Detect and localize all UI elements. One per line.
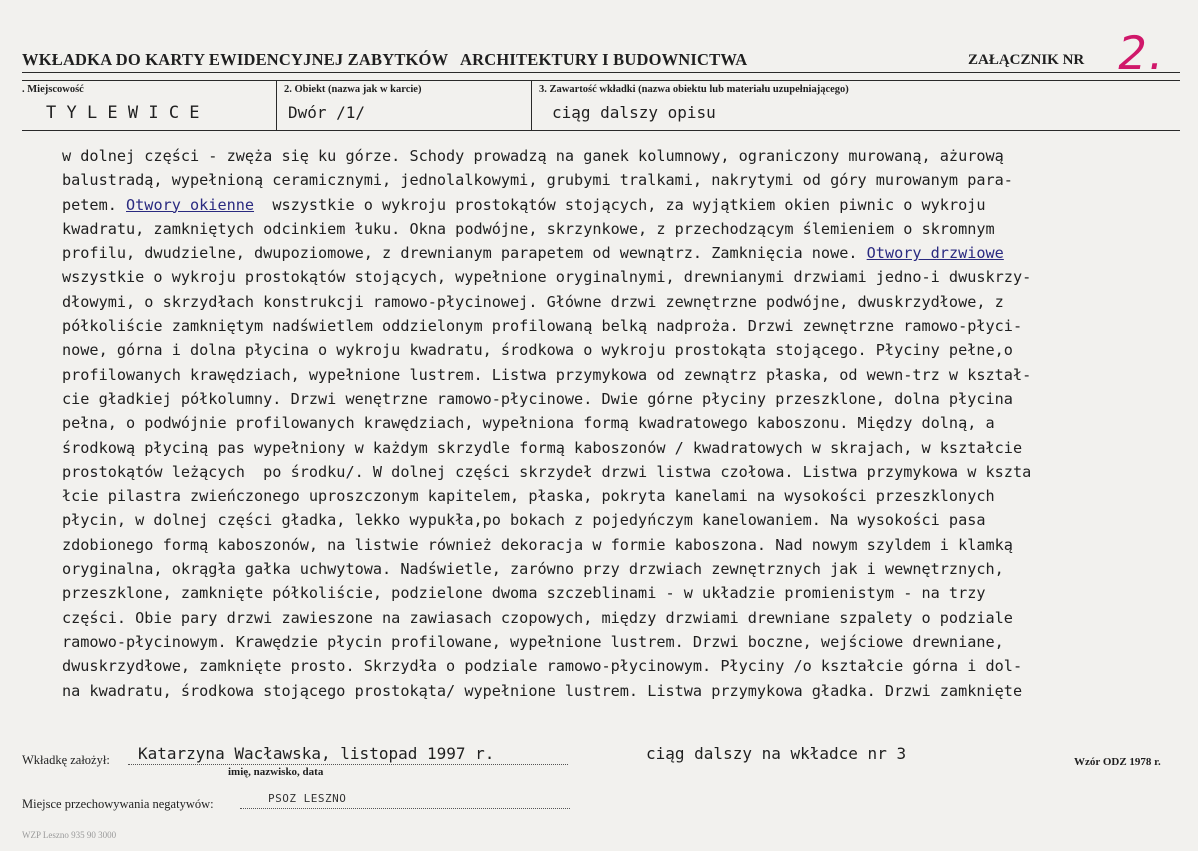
body-line: prostokątów leżących po środku/. W dolnej części skrzydeł drzwi listwa czołowa. Listwa przymykowa w kszta bbox=[62, 462, 1032, 481]
header-rule bbox=[22, 72, 1180, 73]
form-title: WKŁADKA DO KARTY EWIDENCYJNEJ ZABYTKÓW ARCHITEKTURY I BUDOWNICTWA bbox=[22, 50, 748, 69]
name-caption: imię, nazwisko, data bbox=[228, 766, 324, 778]
negatives-stamp: PSOZ LESZNO bbox=[268, 792, 347, 805]
object-label: 2. Obiekt (nazwa jak w karcie) bbox=[284, 84, 422, 95]
body-line: ramowo-płycinowym. Krawędzie płycin profilowane, wypełnione lustrem. Drzwi boczne, wejściowe drewniane, bbox=[62, 632, 1004, 651]
fields-bottom-rule bbox=[22, 130, 1180, 131]
body-line: dwuskrzydłowe, zamknięte prosto. Skrzydła o podziale ramowo-płycinowym. Płyciny /o kształcie górna i dol- bbox=[62, 657, 1023, 676]
description-body bbox=[62, 144, 1182, 703]
signature-line bbox=[128, 764, 568, 765]
body-line: zdobionego formą kaboszonów, na listwie również dekoracja w formie kaboszona. Nad nowym szyldem i klamką bbox=[62, 535, 1013, 554]
body-line: cie gładkiej półkolumny. Drzwi wenętrzne ramowo-płycinowe. Dwie górne płyciny przeszklone, dolna płycina bbox=[62, 389, 1013, 408]
body-line: łcie pilastra zwieńczonego uproszczonym kapitelem, płaska, pokryta kanelami na wysokości przeszklonych bbox=[62, 487, 995, 506]
body-line: petem. Otwory okienne wszystkie o wykroju prostokątów stojących, za wyjątkiem okien piwnic o wykroju bbox=[62, 195, 986, 214]
body-line: oryginalna, okrągła gałka uchwytowa. Nadświetle, zarówno przy drzwiach zewnętrznych jak i wewnętrznych, bbox=[62, 560, 1004, 579]
body-line: na kwadratu, środkowa stojącego prostokąta/ wypełnione lustrem. Listwa przymykowa gładka. Drzwi zamknięte bbox=[62, 681, 1023, 700]
body-line: wszystkie o wykroju prostokątów stojących, wypełnione oryginalnymi, drewnianymi drzwiami jedno-i dwuskrzy- bbox=[62, 268, 1032, 287]
form-model: Wzór ODZ 1978 r. bbox=[1074, 756, 1161, 768]
locality-label: . Miejscowość bbox=[22, 84, 84, 95]
body-line: dłowymi, o skrzydłach konstrukcji ramowo-płycinowej. Główne drzwi zewnętrzne podwójne, dwuskrzydłowe, z bbox=[62, 292, 1004, 311]
object-value: Dwór /1/ bbox=[288, 103, 366, 122]
annex-number: 2. bbox=[1113, 26, 1171, 80]
annex-label: ZAŁĄCZNIK NR bbox=[968, 52, 1085, 68]
body-line: przeszklone, zamknięte półkoliście, podzielone dwoma szczeblinami - w układzie promienistym - na trzy bbox=[62, 584, 986, 603]
body-line: pełna, o podwójnie profilowanych krawędziach, wypełniona formą kwadratowego kaboszonu. Między dolną, a bbox=[62, 414, 995, 433]
body-line: części. Obie pary drzwi zawieszone na zawiasach czopowych, między drzwiami drewniane szpalety o podziale bbox=[62, 608, 1013, 627]
underlined-heading: Otwory drzwiowe bbox=[866, 244, 1004, 263]
body-line: nowe, górna i dolna płycina o wykroju kwadratu, środkowa o wykroju prostokąta stojącego. Płyciny pełne,o bbox=[62, 341, 1013, 360]
body-line: w dolnej części - zwęża się ku górze. Schody prowadzą na ganek kolumnowy, ograniczony murowaną, ażurową bbox=[62, 147, 1004, 165]
body-line: profilowanych krawędziach, wypełnione lustrem. Listwa przymykowa od zewnątrz płaska, od wewn-trz w kształ- bbox=[62, 365, 1032, 384]
negatives-label: Miejsce przechowywania negatywów: bbox=[22, 797, 214, 811]
prepared-by-label: Wkładkę założył: bbox=[22, 753, 110, 767]
prepared-by-value: Katarzyna Wacławska, listopad 1997 r. bbox=[138, 744, 495, 763]
fields-top-rule bbox=[22, 80, 1180, 81]
underlined-heading: Otwory okienne bbox=[126, 195, 255, 214]
content-value: ciąg dalszy opisu bbox=[552, 103, 716, 122]
print-info: WZP Leszno 935 90 3000 bbox=[22, 830, 117, 840]
body-line: profilu, dwudzielne, dwupoziomowe, z drewnianym parapetem od wewnątrz. Zamknięcia nowe. Otwory drzwiowe bbox=[62, 244, 1004, 263]
body-line: kwadratu, zamkniętych odcinkiem łuku. Okna podwójne, skrzynkowe, z przechodzącym ślemieniem o skromnym bbox=[62, 219, 995, 238]
body-line: półkoliście zamkniętym nadświetlem oddzielonym profilowaną belką nadproża. Drzwi zewnętrzne ramowo-płyci- bbox=[62, 317, 1023, 336]
field-divider-2 bbox=[531, 80, 532, 130]
body-line: płycin, w dolnej części gładka, lekko wypukła,po bokach z pojedyńczym kanelowaniem. Na wysokości pasa bbox=[62, 511, 986, 530]
continuation-note: ciąg dalszy na wkładce nr 3 bbox=[646, 744, 907, 763]
field-divider-1 bbox=[276, 80, 277, 130]
body-line: balustradą, wypełnioną ceramicznymi, jednolalkowymi, grubymi tralkami, nakrytymi od góry murowanym para- bbox=[62, 171, 1013, 190]
negatives-line bbox=[240, 808, 570, 809]
body-line: środkową płyciną pas wypełniony w każdym skrzydle formą kaboszonów / kwadratowych w skrajach, w kształcie bbox=[62, 438, 1023, 457]
content-label: 3. Zawartość wkładki (nazwa obiektu lub materiału uzupełniającego) bbox=[539, 84, 849, 95]
locality-value: T Y L E W I C E bbox=[46, 103, 200, 123]
